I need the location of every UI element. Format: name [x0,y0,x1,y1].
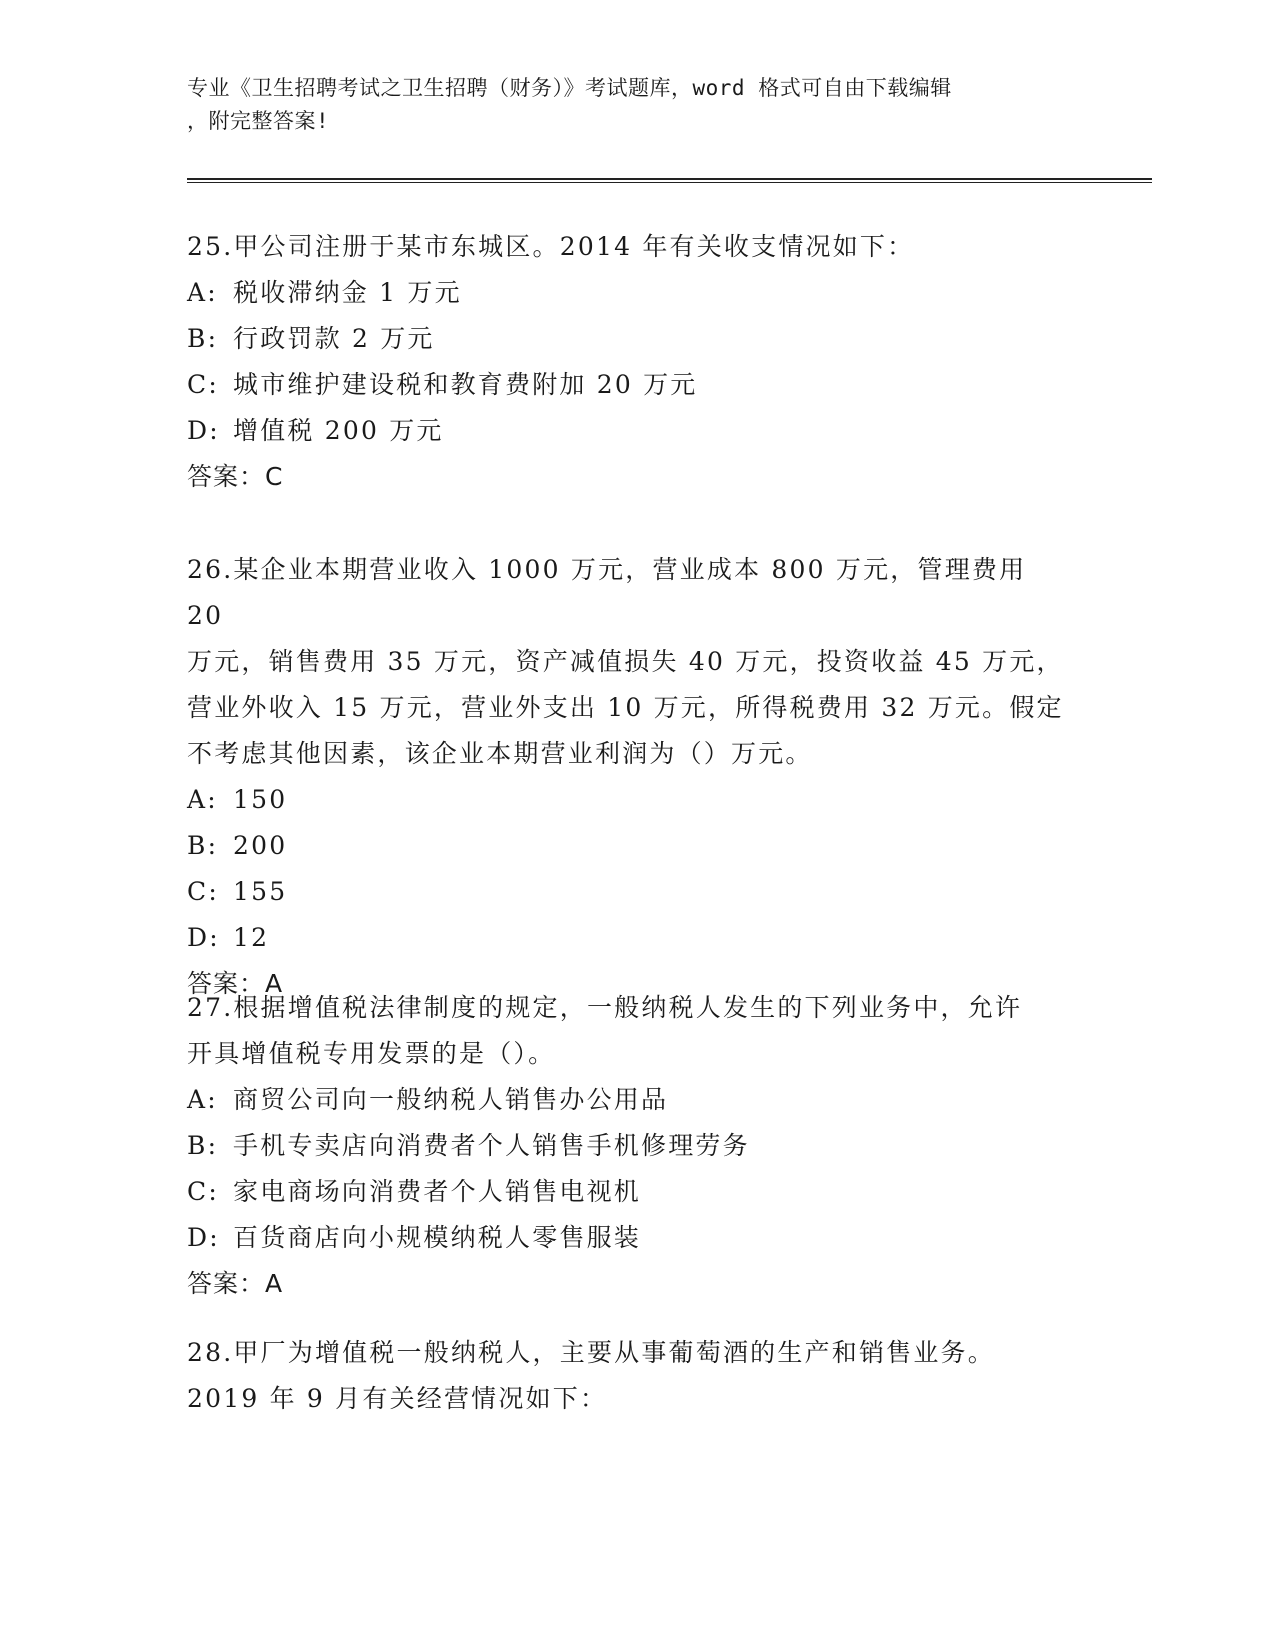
question-27 [187,985,1067,1307]
document-header [187,72,1067,138]
option-text: 增值税 200 万元 [233,416,444,445]
option-text: 家电商场向消费者个人销售电视机 [233,1177,642,1206]
option-a [187,270,1067,316]
question-stem-line: 开具增值税专用发票的是（）。 [187,1039,556,1068]
option-letter: D: [187,923,220,952]
option-text: 155 [233,877,288,906]
option-letter: C: [187,877,219,906]
answer-line: 答案：A [187,1269,284,1298]
question-stem-line: 营业外收入 15 万元，营业外支出 10 万元，所得税费用 32 万元。假定 [187,693,1064,722]
option-b [187,823,1067,869]
option-d [187,915,1067,961]
question-stem-line: 2019 年 9 月有关经营情况如下： [187,1384,608,1413]
option-d [187,1215,1067,1261]
option-letter: C: [187,370,219,399]
question-stem-line: 27.根据增值税法律制度的规定，一般纳税人发生的下列业务中，允许 [187,993,1023,1022]
option-b [187,1123,1067,1169]
option-text: 手机专卖店向消费者个人销售手机修理劳务 [233,1131,750,1160]
question-28 [187,1330,1067,1422]
option-text: 行政罚款 2 万元 [233,324,435,353]
header-line-2: ，附完整答案! [187,109,330,133]
question-25 [187,224,1067,500]
option-text: 150 [233,785,288,814]
option-text: 百货商店向小规模纳税人零售服装 [233,1223,642,1252]
option-letter: D: [187,1223,220,1252]
option-a [187,1077,1067,1123]
option-text: 税收滞纳金 1 万元 [233,278,462,307]
question-26 [187,547,1067,1007]
option-a [187,777,1067,823]
header-line-1: 专业《卫生招聘考试之卫生招聘（财务）》考试题库，word 格式可自由下载编辑 [187,76,952,100]
option-letter: B: [187,1131,219,1160]
question-stem-line: 不考虑其他因素，该企业本期营业利润为（）万元。 [187,739,813,768]
option-letter: A: [187,785,218,814]
question-stem-line: 26.某企业本期营业收入 1000 万元，营业成本 800 万元，管理费用 20 [187,555,1027,630]
option-text: 200 [233,831,288,860]
option-letter: C: [187,1177,219,1206]
option-d [187,408,1067,454]
question-stem-line: 28.甲厂为增值税一般纳税人，主要从事葡萄酒的生产和销售业务。 [187,1338,995,1367]
option-b [187,316,1067,362]
option-c [187,362,1067,408]
answer-line: 答案：A [187,969,284,998]
option-letter: B: [187,324,219,353]
option-letter: B: [187,831,219,860]
option-c [187,869,1067,915]
question-stem-line: 万元，销售费用 35 万元，资产减值损失 40 万元，投资收益 45 万元， [187,647,1064,676]
option-letter: A: [187,278,218,307]
option-letter: A: [187,1085,218,1114]
answer-line: 答案：C [187,462,284,491]
option-letter: D: [187,416,220,445]
option-text: 12 [233,923,270,952]
option-c [187,1169,1067,1215]
question-stem: 25.甲公司注册于某市东城区。2014 年有关收支情况如下： [187,232,915,261]
option-text: 商贸公司向一般纳税人销售办公用品 [233,1085,669,1114]
option-text: 城市维护建设税和教育费附加 20 万元 [233,370,698,399]
header-divider [187,178,1152,183]
